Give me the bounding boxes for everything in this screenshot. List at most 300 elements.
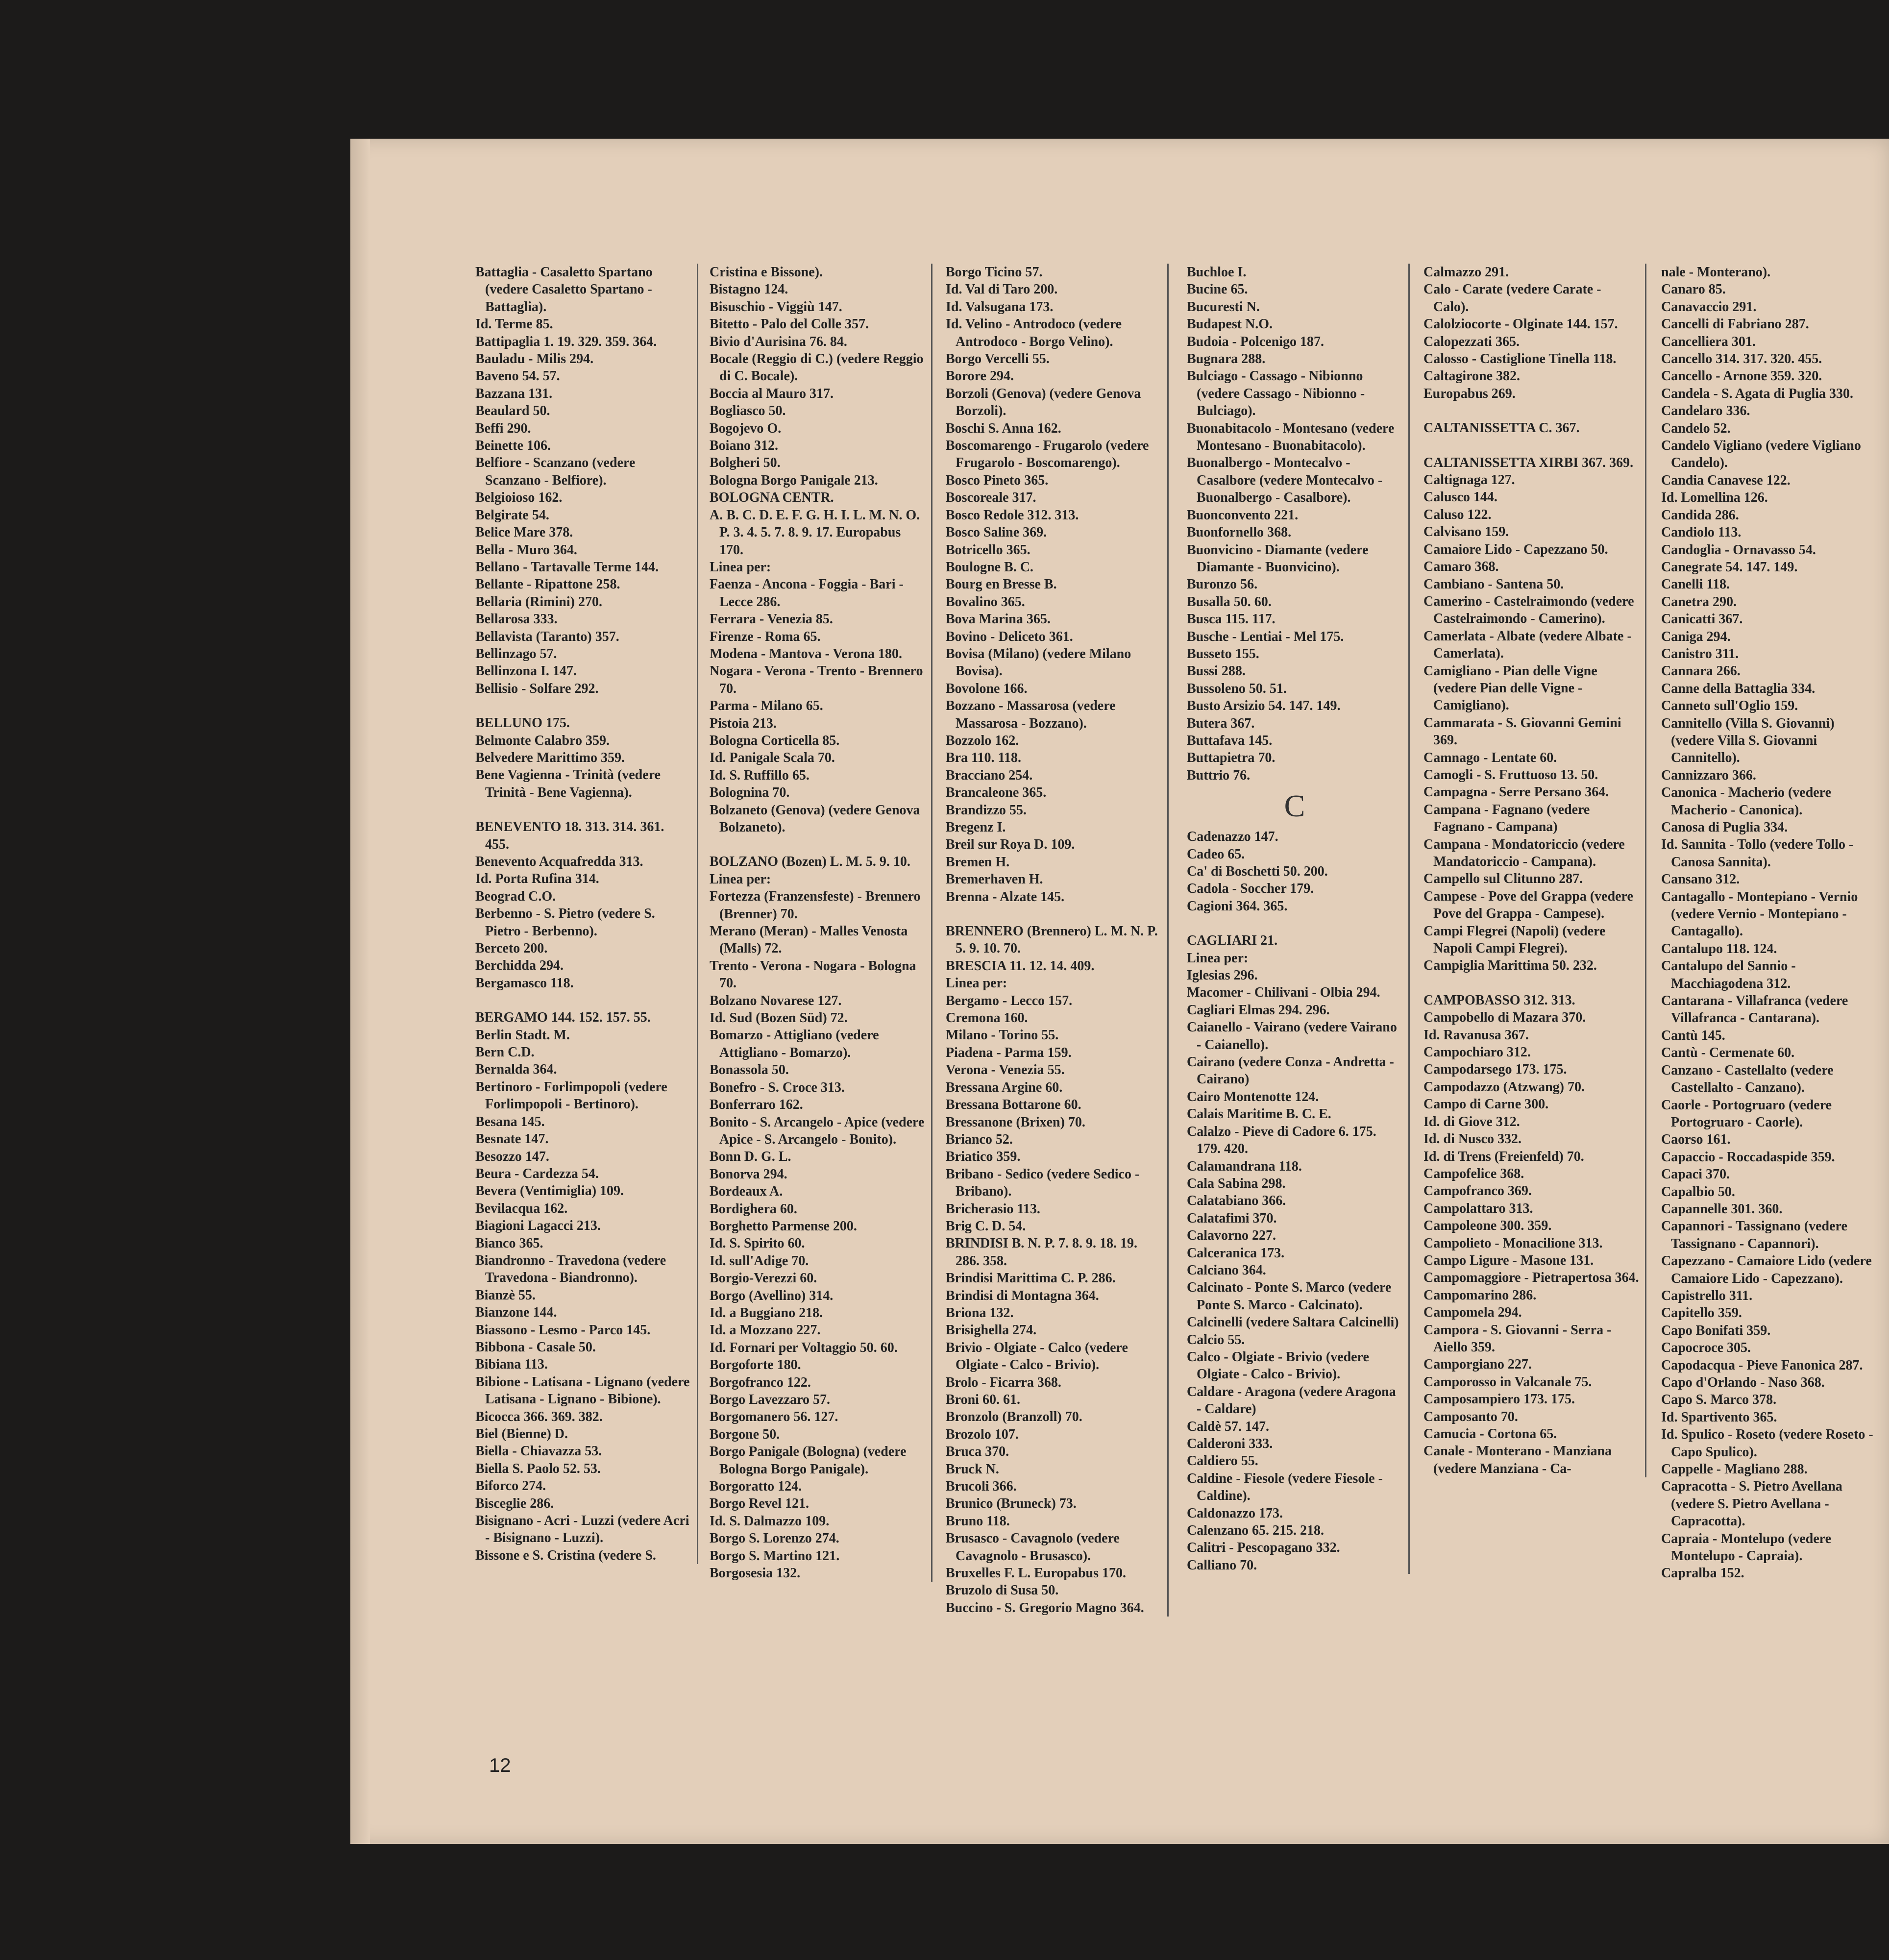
index-entry: Capannori - Tassignano (vedere Tassignano - Capannori).: [1661, 1219, 1847, 1251]
index-entry: Busalla 50. 60.: [1187, 594, 1272, 610]
index-entry: Cannizzaro 366.: [1661, 767, 1756, 783]
index-entry: Calopezzati 365.: [1423, 334, 1520, 349]
index-entry: Busca 115. 117.: [1187, 612, 1276, 627]
index-entry: Bra 110. 118.: [946, 750, 1022, 766]
index-entry: Faenza - Ancona - Foggia - Bari - Lecce 286.: [710, 577, 904, 610]
index-entry: Bonassola 50.: [710, 1062, 789, 1078]
index-entry: Buttrio 76.: [1187, 767, 1251, 783]
section-letter-heading: C: [1284, 788, 1305, 824]
index-entry: Campagna - Serre Persano 364.: [1423, 784, 1609, 800]
index-entry: Campomarino 286.: [1423, 1287, 1537, 1303]
index-entry: Capalbio 50.: [1661, 1184, 1735, 1200]
index-entry: Campiglia Marittima 50. 232.: [1423, 958, 1597, 974]
index-entry: Ca' di Boschetti 50. 200.: [1187, 864, 1328, 879]
index-entry: Buchloe I.: [1187, 265, 1247, 280]
index-entry: Camnago - Lentate 60.: [1423, 750, 1557, 765]
index-entry: Fortezza (Franzensfeste) - Brennero (Brenner) 70.: [710, 889, 921, 922]
index-entry: BRINDISI B. N. P. 7. 8. 9. 18. 19. 286. 358.: [946, 1236, 1138, 1269]
index-entry: Borgone 50.: [710, 1426, 780, 1442]
index-entry: Candia Canavese 122.: [1661, 472, 1791, 488]
index-entry: Canneto sull'Oglio 159.: [1661, 698, 1798, 714]
index-entry: Linea per:: [946, 976, 1007, 991]
index-entry: Campomela 294.: [1423, 1305, 1522, 1321]
index-entry: Cantalupo 118. 124.: [1661, 941, 1777, 956]
index-entry: Id. Panigale Scala 70.: [710, 750, 835, 766]
index-entry: Budoia - Polcenigo 187.: [1187, 334, 1325, 349]
index-entry: Bellinzago 57.: [475, 646, 557, 662]
index-entry: Borgo Revel 121.: [710, 1496, 809, 1512]
index-entry: Caldine - Fiesole (vedere Fiesole - Caldine).: [1187, 1470, 1383, 1504]
index-entry: Caldare - Aragona (vedere Aragona - Caldare): [1187, 1384, 1396, 1417]
index-entry: Capitello 359.: [1661, 1305, 1742, 1321]
index-entry: Bovalino 365.: [946, 594, 1025, 610]
index-entry: Buronzo 56.: [1187, 577, 1258, 592]
index-entry: Boschi S. Anna 162.: [946, 420, 1061, 436]
index-entry: Bourg en Bresse B.: [946, 577, 1057, 592]
section-spacer: [1423, 402, 1639, 419]
index-entry: Merano (Meran) - Malles Venosta (Malls) 72.: [710, 924, 908, 956]
index-entry: Capaccio - Roccadaspide 359.: [1661, 1149, 1835, 1165]
index-entry: Biel (Bienne) D.: [475, 1426, 568, 1442]
index-entry: Parma - Milano 65.: [710, 698, 823, 714]
index-entry: Canetra 290.: [1661, 594, 1737, 610]
index-entry: Butera 367.: [1187, 715, 1255, 731]
index-entry: Beograd C.O.: [475, 888, 556, 904]
index-entry: Bevera (Ventimiglia) 109.: [475, 1183, 624, 1199]
index-entry: Caorle - Portogruaro (vedere Portogruaro - Caorle).: [1661, 1097, 1832, 1130]
index-entry: Brolo - Ficarra 368.: [946, 1374, 1061, 1390]
index-entry: Bugnara 288.: [1187, 351, 1266, 367]
index-entry: Cala Sabina 298.: [1187, 1176, 1286, 1191]
section-spacer: [710, 836, 925, 853]
index-entry: Campobello di Mazara 370.: [1423, 1010, 1586, 1026]
index-entry: Bonferraro 162.: [710, 1097, 803, 1113]
index-entry: Candelo Vigliano (vedere Vigliano Candelo).: [1661, 438, 1861, 471]
index-entry: Bordeaux A.: [710, 1184, 783, 1200]
index-entry: Id. S. Dalmazzo 109.: [710, 1513, 830, 1529]
index-entry: Bruck N.: [946, 1461, 999, 1477]
index-entry: Bruca 370.: [946, 1444, 1009, 1460]
index-entry: Borgo (Avellino) 314.: [710, 1288, 834, 1303]
index-entry: Capezzano - Camaiore Lido (vedere Camaiore Lido - Capezzano).: [1661, 1253, 1872, 1286]
index-entry: Cadola - Soccher 179.: [1187, 881, 1314, 897]
index-entry: Cannitello (Villa S. Giovanni) (vedere Villa S. Giovanni Cannitello).: [1661, 715, 1835, 766]
index-entry: Borgoforte 180.: [710, 1357, 801, 1373]
index-entry: Bozzano - Massarosa (vedere Massarosa - Bozzano).: [946, 698, 1116, 731]
index-entry: Id. Fornari per Voltaggio 50. 60.: [710, 1340, 898, 1355]
index-entry: Id. Spartivento 365.: [1661, 1409, 1777, 1425]
index-entry: Candida 286.: [1661, 507, 1739, 523]
index-entry: Bianzone 144.: [475, 1305, 557, 1321]
index-entry: Capo d'Orlando - Naso 368.: [1661, 1375, 1825, 1390]
index-entry: Brenna - Alzate 145.: [946, 889, 1065, 905]
index-entry: Capodacqua - Pieve Fanonica 287.: [1661, 1357, 1863, 1373]
index-entry: Boiano 312.: [710, 438, 779, 454]
index-entry: Capaci 370.: [1661, 1167, 1730, 1182]
index-entry: Camposampiero 173. 175.: [1423, 1392, 1575, 1407]
index-entry: Borgofranco 122.: [710, 1374, 811, 1390]
index-entry: Bonn D. G. L.: [710, 1149, 791, 1165]
index-entry: Bibione - Latisana - Lignano (vedere Latisana - Lignano - Bibione).: [475, 1374, 690, 1407]
index-entry: Bologna Borgo Panigale 213.: [710, 472, 878, 488]
index-entry: Cammarata - S. Giovanni Gemini 369.: [1423, 715, 1621, 748]
index-entry: Iglesias 296.: [1187, 968, 1258, 983]
index-entry: Campi Flegrei (Napoli) (vedere Napoli Campi Flegrei).: [1423, 923, 1606, 956]
index-entry: Calosso - Castiglione Tinella 118.: [1423, 351, 1617, 367]
index-entry: Briona 132.: [946, 1305, 1014, 1321]
index-entry: Brandizzo 55.: [946, 802, 1027, 818]
index-entry: Id. di Trens (Freienfeld) 70.: [1423, 1149, 1584, 1164]
index-entry: Calcio 55.: [1187, 1332, 1245, 1348]
index-entry: Macomer - Chilivani - Olbia 294.: [1187, 985, 1380, 1001]
index-entry: Campese - Pove del Grappa (vedere Pove del Grappa - Campese).: [1423, 888, 1633, 922]
index-entry: Buonvicino - Diamante (vedere Diamante - Buonvicino).: [1187, 542, 1369, 575]
index-entry: Linea per:: [710, 559, 771, 575]
index-entry: Buttapietra 70.: [1187, 750, 1276, 766]
index-entry: Buonfornello 368.: [1187, 525, 1292, 540]
index-entry: Borgomanero 56. 127.: [710, 1409, 838, 1425]
index-entry: Canosa di Puglia 334.: [1661, 820, 1788, 835]
index-entry: BELLUNO 175.: [475, 715, 570, 731]
index-entry: Biforco 274.: [475, 1478, 546, 1494]
index-entry: Bicocca 366. 369. 382.: [475, 1409, 603, 1424]
index-entry: Bressana Bottarone 60.: [946, 1097, 1081, 1113]
index-entry: Id. Val di Taro 200.: [946, 282, 1058, 297]
index-entry: Belgirate 54.: [475, 507, 549, 523]
index-entry: Belgioioso 162.: [475, 490, 563, 506]
index-entry: Caldonazzo 173.: [1187, 1505, 1283, 1521]
index-entry: Bellisio - Solfare 292.: [475, 681, 599, 696]
index-entry: Bovisa (Milano) (vedere Milano Bovisa).: [946, 646, 1131, 679]
index-entry: Ferrara - Venezia 85.: [710, 612, 833, 627]
index-entry: Bistagno 124.: [710, 282, 788, 297]
index-entry: Trento - Verona - Nogara - Bologna 70.: [710, 958, 916, 991]
index-entry: Id. Lomellina 126.: [1661, 490, 1768, 506]
index-entry: Modena - Mantova - Verona 180.: [710, 646, 903, 662]
index-entry: Bibbona - Casale 50.: [475, 1339, 596, 1355]
index-entry: Borghetto Parmense 200.: [710, 1218, 857, 1234]
index-entry: Buccino - S. Gregorio Magno 364.: [946, 1600, 1144, 1616]
index-entry: Bressana Argine 60.: [946, 1079, 1063, 1095]
index-entry: Bissone e S. Cristina (vedere S.: [475, 1547, 656, 1563]
index-entry: Beinette 106.: [475, 438, 551, 454]
index-entry: Brunico (Bruneck) 73.: [946, 1496, 1077, 1512]
index-entry: Campana - Mondatoriccio (vedere Mandatoriccio - Campana).: [1423, 836, 1625, 869]
index-entry: Brianco 52.: [946, 1131, 1013, 1147]
index-entry: Canaro 85.: [1661, 282, 1726, 297]
index-entry: Canonica - Macherio (vedere Macherio - Canonica).: [1661, 785, 1832, 818]
index-entry: Caldè 57. 147.: [1187, 1419, 1269, 1434]
index-entry: Canegrate 54. 147. 149.: [1661, 559, 1798, 575]
index-entry: Id. a Mozzano 227.: [710, 1323, 821, 1338]
index-entry: Borgosesia 132.: [710, 1566, 801, 1581]
index-entry: Brivio - Olgiate - Calco (vedere Olgiate - Calco - Brivio).: [946, 1340, 1128, 1373]
index-entry: Camporosso in Valcanale 75.: [1423, 1374, 1592, 1390]
index-entry: Bordighera 60.: [710, 1201, 797, 1217]
index-entry: Borgo Ticino 57.: [946, 265, 1043, 280]
index-entry: Campodarsego 173. 175.: [1423, 1062, 1567, 1078]
index-entry: Boscomarengo - Frugarolo (vedere Frugarolo - Boscomarengo).: [946, 438, 1149, 471]
index-entry: Calatafimi 370.: [1187, 1210, 1277, 1226]
index-entry: Bomarzo - Attigliano (vedere Attigliano - Bomarzo).: [710, 1028, 879, 1060]
index-entry: Cantarana - Villafranca (vedere Villafranca - Cantarana).: [1661, 993, 1848, 1026]
index-entry: Linea per:: [710, 871, 771, 887]
index-entry: Capistrello 311.: [1661, 1288, 1753, 1303]
index-entry: Calco - Olgiate - Brivio (vedere Olgiate - Calco - Brivio).: [1187, 1349, 1369, 1382]
index-entry: Belvedere Marittimo 359.: [475, 750, 625, 765]
index-entry: Bozzolo 162.: [946, 733, 1019, 748]
index-entry: Id. Terme 85.: [475, 317, 553, 332]
index-entry: Brig C. D. 54.: [946, 1218, 1026, 1234]
index-column-4: [1187, 264, 1410, 1574]
index-entry: Calenzano 65. 215. 218.: [1187, 1523, 1324, 1539]
index-entry: Beaulard 50.: [475, 403, 550, 419]
index-entry: Brucoli 366.: [946, 1479, 1017, 1494]
index-entry: Baveno 54. 57.: [475, 368, 560, 384]
index-entry: Benevento Acquafredda 313.: [475, 854, 643, 869]
index-entry: Caltagirone 382.: [1423, 368, 1521, 384]
index-entry: Bruzolo di Susa 50.: [946, 1583, 1059, 1598]
index-entry: Firenze - Roma 65.: [710, 629, 821, 644]
index-entry: Bisignano - Acri - Luzzi (vedere Acri - Bisignano - Luzzi).: [475, 1513, 689, 1546]
index-entry: Bisceglie 286.: [475, 1495, 554, 1511]
index-entry: Borgo S. Lorenzo 274.: [710, 1531, 839, 1546]
index-entry: Cantù - Cermenate 60.: [1661, 1045, 1795, 1061]
index-entry: Cadeo 65.: [1187, 846, 1245, 862]
index-entry: Borgo Lavezzaro 57.: [710, 1392, 830, 1407]
index-column-2: [710, 264, 932, 1582]
index-entry: Linea per:: [1187, 950, 1249, 966]
index-entry: Biandronno - Travedona (vedere Travedona - Biandronno).: [475, 1252, 666, 1286]
index-entry: Piadena - Parma 159.: [946, 1045, 1072, 1060]
index-entry: Breil sur Roya D. 109.: [946, 837, 1075, 853]
index-entry: Bova Marina 365.: [946, 612, 1051, 627]
index-entry: Canale - Monterano - Manziana (vedere Manziana - Ca-: [1423, 1444, 1612, 1476]
index-entry: Bitetto - Palo del Colle 357.: [710, 317, 869, 332]
index-entry: Id. Porta Rufina 314.: [475, 871, 599, 887]
index-entry: Camporgiano 227.: [1423, 1357, 1532, 1372]
index-entry: Bolzano Novarese 127.: [710, 993, 842, 1008]
index-entry: BERGAMO 144. 152. 157. 55.: [475, 1010, 651, 1026]
index-entry: CALTANISSETTA XIRBI 367. 369.: [1423, 455, 1634, 470]
index-entry: Caluso 122.: [1423, 507, 1492, 522]
index-entry: Campofelice 368.: [1423, 1166, 1524, 1181]
index-entry: Id. Spulico - Roseto (vedere Roseto - Capo Spulico).: [1661, 1427, 1873, 1460]
section-spacer: [475, 801, 691, 818]
index-entry: Beffi 290.: [475, 420, 531, 436]
index-entry: Battaglia - Casaletto Spartano (vedere Casaletto Spartano - Battaglia).: [475, 265, 653, 315]
index-entry: Bonorva 294.: [710, 1166, 787, 1182]
index-entry: Cantalupo del Sannio - Macchiagodena 312.: [1661, 958, 1796, 991]
index-entry: Cagliari Elmas 294. 296.: [1187, 1002, 1330, 1018]
index-entry: Bolzaneto (Genova) (vedere Genova Bolzaneto).: [710, 802, 920, 835]
index-entry: Biagioni Lagacci 213.: [475, 1218, 601, 1234]
index-entry: Camerino - Castelraimondo (vedere Castelraimondo - Camerino).: [1423, 593, 1634, 627]
index-entry: Brozolo 107.: [946, 1426, 1019, 1442]
index-entry: Buonalbergo - Montecalvo - Casalbore (vedere Montecalvo - Buonalbergo - Casalbore).: [1187, 455, 1383, 506]
index-entry: CAMPOBASSO 312. 313.: [1423, 992, 1575, 1008]
index-entry: Cancello - Arnone 359. 320.: [1661, 368, 1822, 384]
index-entry: CAGLIARI 21.: [1187, 933, 1278, 949]
index-entry: Bussi 288.: [1187, 663, 1246, 679]
index-entry: Bremen H.: [946, 854, 1010, 870]
index-entry: Busseto 155.: [1187, 646, 1259, 662]
index-entry: A. B. C. D. E. F. G. H. I. L. M. N. O. P. 3. 4. 5. 7. 8. 9. 17. Europabus 170.: [710, 507, 920, 558]
index-entry: Biella S. Paolo 52. 53.: [475, 1461, 601, 1476]
index-entry: Id. di Nusco 332.: [1423, 1131, 1521, 1147]
index-entry: Caniga 294.: [1661, 629, 1731, 644]
index-entry: Campolieto - Monacilione 313.: [1423, 1235, 1603, 1251]
index-entry: Cantù 145.: [1661, 1028, 1725, 1043]
index-entry: Id. Sud (Bozen Süd) 72.: [710, 1010, 848, 1026]
index-entry: Bergamo - Lecco 157.: [946, 993, 1073, 1008]
index-entry: Berchidda 294.: [475, 958, 564, 974]
index-entry: Campo Ligure - Masone 131.: [1423, 1252, 1594, 1268]
index-entry: Besozzo 147.: [475, 1149, 549, 1164]
index-entry: Campomaggiore - Pietrapertosa 364.: [1423, 1270, 1639, 1286]
index-entry: Cappelle - Magliano 288.: [1661, 1462, 1808, 1477]
index-entry: Canelli 118.: [1661, 577, 1730, 592]
index-entry: Calvisano 159.: [1423, 524, 1509, 540]
index-entry: Cancelli di Fabriano 287.: [1661, 317, 1809, 332]
index-entry: Buonconvento 221.: [1187, 507, 1299, 523]
index-entry: Camposanto 70.: [1423, 1409, 1518, 1424]
index-entry: Bussoleno 50. 51.: [1187, 681, 1287, 696]
section-spacer: [1423, 975, 1639, 992]
index-entry: Milano - Torino 55.: [946, 1028, 1059, 1043]
index-entry: Bellarosa 333.: [475, 612, 558, 627]
index-entry: Bocale (Reggio di C.) (vedere Reggio di C. Bocale).: [710, 351, 924, 384]
index-entry: Id. Valsugana 173.: [946, 299, 1054, 315]
index-entry: Belfiore - Scanzano (vedere Scanzano - Belfiore).: [475, 455, 636, 488]
index-entry: Bovolone 166.: [946, 681, 1028, 696]
index-entry: Brancaleone 365.: [946, 785, 1047, 801]
index-entry: Id. di Giove 312.: [1423, 1114, 1520, 1129]
index-entry: Berceto 200.: [475, 941, 548, 956]
index-entry: Borgio-Verezzi 60.: [710, 1271, 817, 1286]
index-entry: Brindisi Marittima C. P. 286.: [946, 1271, 1116, 1286]
index-entry: Campolattaro 313.: [1423, 1200, 1533, 1216]
index-entry: Berbenno - S. Pietro (vedere S. Pietro - Berbenno).: [475, 906, 655, 939]
index-entry: Briatico 359.: [946, 1149, 1021, 1165]
index-entry: Borgo Panigale (Bologna) (vedere Bologna Borgo Panigale).: [710, 1444, 907, 1477]
index-entry: Biella - Chiavazza 53.: [475, 1444, 602, 1459]
index-entry: Verona - Venezia 55.: [946, 1062, 1065, 1078]
index-entry: BOLOGNA CENTR.: [710, 490, 834, 506]
index-entry: Bressanone (Brixen) 70.: [946, 1114, 1085, 1130]
index-entry: Calitri - Pescopagano 332.: [1187, 1540, 1340, 1556]
index-entry: Id. Velino - Antrodoco (vedere Antrodoco - Borgo Velino).: [946, 317, 1122, 349]
index-entry: Calolziocorte - Olginate 144. 157.: [1423, 317, 1618, 332]
section-spacer: [475, 697, 691, 714]
index-entry: Bevilacqua 162.: [475, 1200, 568, 1216]
index-entry: Bronzolo (Branzoll) 70.: [946, 1409, 1082, 1425]
index-entry: Candela - S. Agata di Puglia 330.: [1661, 386, 1854, 401]
index-entry: Bribano - Sedico (vedere Sedico - Bribano).: [946, 1166, 1140, 1200]
index-entry: Brusasco - Cavagnolo (vedere Cavagnolo - Brusasco).: [946, 1531, 1120, 1564]
index-entry: Bellaria (Rimini) 270.: [475, 594, 602, 610]
index-entry: Canicatti 367.: [1661, 612, 1743, 627]
index-entry: Bazzana 131.: [475, 386, 553, 401]
index-entry: Bisuschio - Viggiù 147.: [710, 299, 842, 315]
index-entry: Bellante - Ripattone 258.: [475, 577, 620, 592]
index-entry: Bibiana 113.: [475, 1357, 548, 1372]
index-entry: Camogli - S. Fruttuoso 13. 50.: [1423, 767, 1598, 783]
index-entry: Besnate 147.: [475, 1131, 549, 1147]
index-entry: Calciano 364.: [1187, 1262, 1266, 1278]
index-entry: Busto Arsizio 54. 147. 149.: [1187, 698, 1341, 714]
index-entry: Bertinoro - Forlimpopoli (vedere Forlimpopoli - Bertinoro).: [475, 1079, 667, 1112]
index-entry: Nogara - Verona - Trento - Brennero 70.: [710, 663, 923, 696]
index-entry: Borgo S. Martino 121.: [710, 1548, 840, 1564]
index-entry: Cannara 266.: [1661, 663, 1741, 679]
index-entry: Cancello 314. 317. 320. 455.: [1661, 351, 1822, 367]
index-entry: BRENNERO (Brennero) L. M. N. P. 5. 9. 10. 70.: [946, 924, 1158, 956]
index-entry: Calceranica 173.: [1187, 1245, 1285, 1261]
index-entry: Candelaro 336.: [1661, 403, 1750, 419]
index-page: [350, 139, 1889, 1844]
index-entry: Calderoni 333.: [1187, 1436, 1273, 1451]
index-entry: Bene Vagienna - Trinità (vedere Trinità - Bene Vagienna).: [475, 767, 661, 800]
index-entry: Campoleone 300. 359.: [1423, 1218, 1552, 1234]
index-entry: Bregenz I.: [946, 820, 1006, 835]
index-entry: Calavorno 227.: [1187, 1228, 1276, 1244]
index-entry: Campochiaro 312.: [1423, 1045, 1531, 1060]
index-entry: Bella - Muro 364.: [475, 542, 577, 558]
index-entry: Id. sull'Adige 70.: [710, 1253, 809, 1269]
index-entry: Capralba 152.: [1661, 1566, 1744, 1581]
section-spacer: [1187, 915, 1402, 932]
index-entry: Calcinato - Ponte S. Marco (vedere Ponte S. Marco - Calcinato).: [1187, 1280, 1392, 1313]
index-entry: Cristina e Bissone).: [710, 265, 823, 280]
index-entry: Bianco 365.: [475, 1235, 543, 1251]
index-entry: Busche - Lentiai - Mel 175.: [1187, 629, 1344, 644]
index-entry: Calo - Carate (vedere Carate - Calo).: [1423, 282, 1601, 315]
index-entry: Camaro 368.: [1423, 559, 1499, 575]
index-entry: Capocroce 305.: [1661, 1340, 1751, 1356]
index-entry: Calamandrana 118.: [1187, 1158, 1302, 1174]
index-entry: Bosco Redole 312. 313.: [946, 507, 1079, 523]
index-entry: Borore 294.: [946, 368, 1014, 384]
index-entry: Belice Mare 378.: [475, 525, 573, 540]
index-entry: Bulciago - Cassago - Nibionno (vedere Cassago - Nibionno - Bulciago).: [1187, 368, 1365, 419]
index-entry: Bivio d'Aurisina 76. 84.: [710, 334, 847, 349]
index-entry: Camucia - Cortona 65.: [1423, 1426, 1557, 1442]
index-entry: Calmazzo 291.: [1423, 265, 1509, 280]
index-entry: Capannelle 301. 360.: [1661, 1201, 1783, 1217]
index-entry: Cadenazzo 147.: [1187, 829, 1278, 845]
index-entry: Bogliasco 50.: [710, 403, 786, 419]
index-entry: Bianzè 55.: [475, 1287, 536, 1303]
index-entry: Campodazzo (Atzwang) 70.: [1423, 1079, 1585, 1095]
index-entry: Bucine 65.: [1187, 282, 1248, 297]
index-entry: Calais Maritime B. C. E.: [1187, 1106, 1331, 1122]
index-entry: Capo Bonifati 359.: [1661, 1323, 1771, 1338]
index-entry: Battipaglia 1. 19. 329. 359. 364.: [475, 334, 657, 349]
index-entry: Bricherasio 113.: [946, 1201, 1040, 1217]
index-entry: Calusco 144.: [1423, 490, 1497, 505]
index-entry: Cansano 312.: [1661, 872, 1740, 887]
index-entry: Calalzo - Pieve di Cadore 6. 175. 179. 420.: [1187, 1124, 1376, 1157]
index-entry: Calliano 70.: [1187, 1557, 1257, 1573]
index-entry: CALTANISSETTA C. 367.: [1423, 420, 1580, 436]
index-entry: Campello sul Clitunno 287.: [1423, 871, 1583, 887]
index-entry: BRESCIA 11. 12. 14. 409.: [946, 958, 1095, 974]
index-entry: Buonabitacolo - Montesano (vedere Montesano - Buonabitacolo).: [1187, 420, 1395, 454]
index-entry: Id. a Buggiano 218.: [710, 1305, 823, 1321]
index-entry: Capo S. Marco 378.: [1661, 1392, 1777, 1408]
index-entry: Bellinzona I. 147.: [475, 663, 577, 679]
